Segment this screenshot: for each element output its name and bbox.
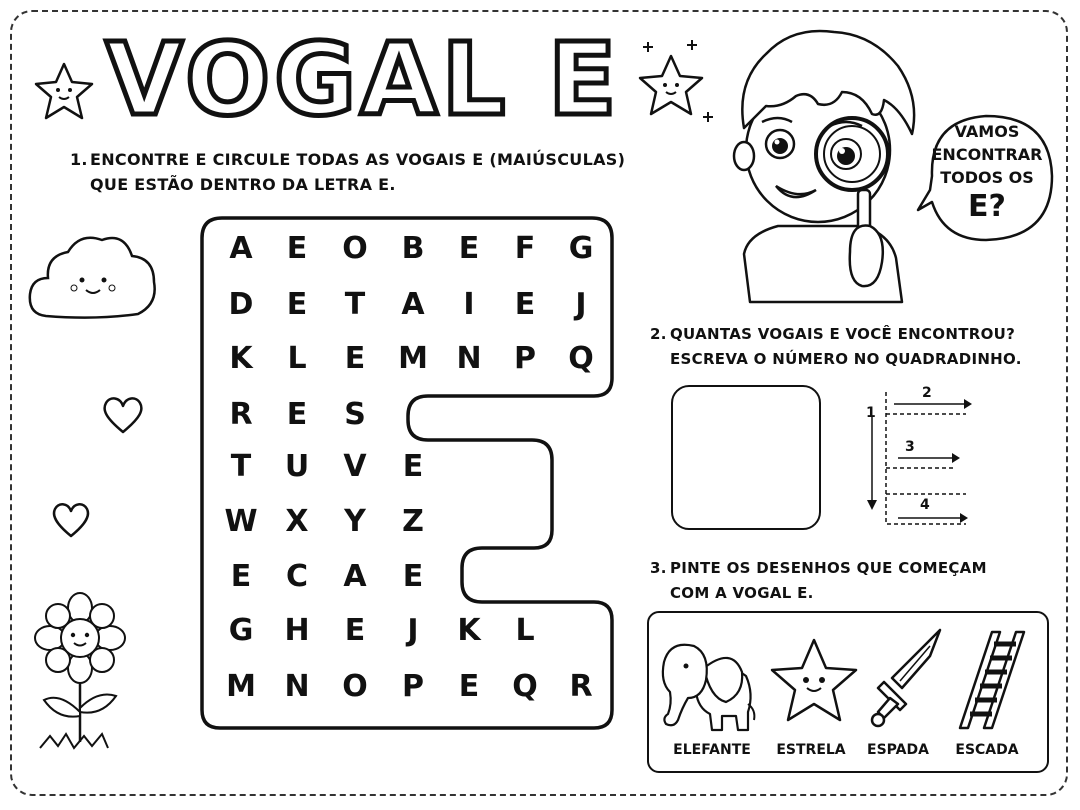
grid-letter[interactable]: E	[458, 231, 480, 266]
grid-letter[interactable]: N	[456, 341, 482, 376]
grid-letter[interactable]: E	[402, 449, 424, 484]
grid-letter[interactable]: A	[401, 287, 425, 322]
instruction-text: ENCONTRE E CIRCULE TODAS AS VOGAIS E (MAIÚSCULAS)	[90, 150, 626, 169]
speech-bubble-text	[922, 120, 1052, 225]
grid-letter[interactable]: J	[575, 287, 587, 322]
grid-letter[interactable]: E	[458, 669, 480, 704]
grid-letter[interactable]: E	[344, 341, 366, 376]
bubble-question: E?	[968, 189, 1006, 224]
instruction-number: 3.	[650, 559, 667, 577]
sword-icon[interactable]	[870, 626, 944, 732]
grid-letter[interactable]: E	[286, 397, 308, 432]
trace-step-number: 3	[905, 439, 915, 455]
instruction-text: QUE ESTÃO DENTRO DA LETRA E.	[90, 175, 396, 194]
grid-letter[interactable]: Y	[344, 504, 366, 539]
instruction-text: QUANTAS VOGAIS E VOCÊ ENCONTROU?	[670, 325, 1016, 343]
grid-letter[interactable]: Q	[568, 341, 594, 376]
instruction-number: 1.	[70, 150, 88, 169]
grid-letter[interactable]: R	[229, 397, 253, 432]
instruction-text: PINTE OS DESENHOS QUE COMEÇAM	[670, 559, 987, 577]
instruction-number: 2.	[650, 325, 667, 343]
grid-letter[interactable]: W	[224, 504, 258, 539]
grid-letter[interactable]: Q	[512, 669, 538, 704]
picture-label: ELEFANTE	[673, 742, 751, 758]
grid-letter[interactable]: P	[402, 669, 424, 704]
grid-letter[interactable]: T	[344, 287, 366, 322]
elephant-icon[interactable]	[652, 632, 758, 734]
grid-letter[interactable]: S	[344, 397, 366, 432]
boy-with-magnifier-icon	[722, 22, 922, 304]
instruction-3	[650, 556, 987, 606]
grid-letter[interactable]: H	[284, 613, 310, 648]
instruction-text: COM A VOGAL E.	[670, 584, 814, 602]
grid-letter[interactable]: E	[286, 231, 308, 266]
bubble-line: ENCONTRAR	[931, 145, 1043, 164]
grid-letter[interactable]: M	[398, 341, 428, 376]
grid-letter[interactable]: T	[230, 449, 252, 484]
grid-letter[interactable]: K	[457, 613, 481, 648]
grid-letter[interactable]: E	[402, 559, 424, 594]
grid-letter[interactable]: V	[343, 449, 367, 484]
grid-letter[interactable]: J	[407, 613, 419, 648]
bubble-line: VAMOS	[954, 122, 1020, 141]
grid-letter[interactable]: Z	[402, 504, 424, 539]
grid-letter[interactable]: I	[463, 287, 475, 322]
grid-letter[interactable]: E	[514, 287, 536, 322]
grid-letter[interactable]: A	[229, 231, 253, 266]
trace-step-number: 1	[866, 405, 876, 421]
grid-letter[interactable]: L	[515, 613, 535, 648]
ladder-icon[interactable]	[956, 628, 1028, 732]
grid-letter[interactable]: O	[342, 231, 368, 266]
grid-letter[interactable]: U	[284, 449, 310, 484]
answer-box[interactable]	[671, 385, 821, 530]
grid-letter[interactable]: M	[226, 669, 256, 704]
trace-step-number: 2	[922, 385, 932, 401]
grid-letter[interactable]: K	[229, 341, 253, 376]
grid-letter[interactable]: E	[230, 559, 252, 594]
grid-letter[interactable]: P	[514, 341, 536, 376]
grid-letter[interactable]: G	[568, 231, 594, 266]
trace-step-number: 4	[920, 497, 930, 513]
title-text: VOGAL E	[105, 21, 621, 138]
grid-letter[interactable]: X	[285, 504, 309, 539]
grid-letter[interactable]: O	[342, 669, 368, 704]
instruction-text: ESCREVA O NÚMERO NO QUADRADINHO.	[670, 350, 1022, 368]
grid-letter[interactable]: B	[401, 231, 425, 266]
grid-letter[interactable]: C	[285, 559, 309, 594]
picture-label: ESTRELA	[776, 742, 846, 758]
bubble-line: TODOS OS	[940, 168, 1034, 187]
grid-letter[interactable]: D	[228, 287, 254, 322]
star-icon[interactable]	[768, 636, 860, 724]
grid-letter[interactable]: G	[228, 613, 254, 648]
grid-letter[interactable]: N	[284, 669, 310, 704]
grid-letter[interactable]: L	[287, 341, 307, 376]
grid-letter[interactable]: F	[514, 231, 536, 266]
grid-letter[interactable]: E	[286, 287, 308, 322]
grid-letter[interactable]: E	[344, 613, 366, 648]
grid-letter[interactable]: R	[569, 669, 593, 704]
picture-label: ESCADA	[955, 742, 1019, 758]
instruction-2	[650, 322, 1022, 372]
picture-label: ESPADA	[867, 742, 929, 758]
grid-letter[interactable]: A	[343, 559, 367, 594]
